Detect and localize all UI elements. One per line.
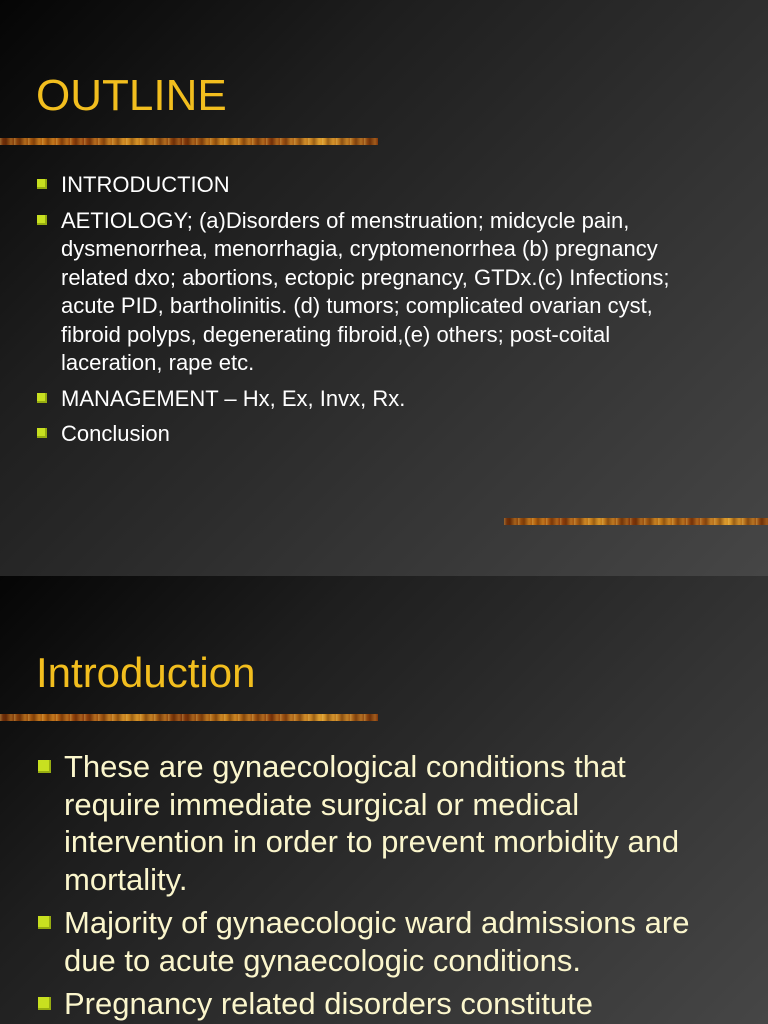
bullet-list xyxy=(0,171,700,456)
bullet-text: These are gynaecological conditions that require immediate surgical or medical intervention in order to prevent morbidity and mortality. xyxy=(64,749,680,897)
bullet-text: Majority of gynaecologic ward admissions are due to acute gynaecologic conditions. xyxy=(64,905,690,978)
bullet-item xyxy=(0,748,730,898)
bullet-text: Pregnancy related disorders constitute xyxy=(64,986,594,1021)
square-bullet-icon xyxy=(38,916,51,929)
square-bullet-icon xyxy=(37,215,47,225)
square-bullet-icon xyxy=(37,428,47,438)
bullet-text: AETIOLOGY; (a)Disorders of menstruation; midcycle pain, dysmenorrhea, menorrhagia, cryptomenorrhea (b) pregnancy related dxo; abortions, ectopic pregnancy, GTDx.(c) Infections; acute PID, bartholinitis. (d) tumors; complicated ovarian cyst, fibroid polyps, degenerating fibroid,(e) others; post-coital laceration, rape etc. xyxy=(61,207,670,375)
title-underline-bar xyxy=(0,138,378,145)
bullet-item xyxy=(0,985,730,1023)
bullet-item xyxy=(0,904,730,979)
square-bullet-icon xyxy=(37,179,47,189)
square-bullet-icon xyxy=(37,393,47,403)
bullet-list xyxy=(0,748,730,1024)
bullet-text: INTRODUCTION xyxy=(61,172,230,197)
slide-title: OUTLINE xyxy=(36,71,227,120)
square-bullet-icon xyxy=(38,997,51,1010)
slide-title: Introduction xyxy=(36,649,256,696)
slide-introduction xyxy=(0,576,768,1024)
footer-decoration-bar xyxy=(504,518,768,525)
bullet-text: Conclusion xyxy=(61,421,170,446)
title-underline-bar xyxy=(0,714,378,721)
square-bullet-icon xyxy=(38,760,51,773)
bullet-item xyxy=(0,207,700,378)
bullet-text: MANAGEMENT – Hx, Ex, Invx, Rx. xyxy=(61,385,406,411)
bullet-item xyxy=(0,171,700,200)
bullet-item xyxy=(0,420,700,449)
bullet-item xyxy=(0,385,700,414)
